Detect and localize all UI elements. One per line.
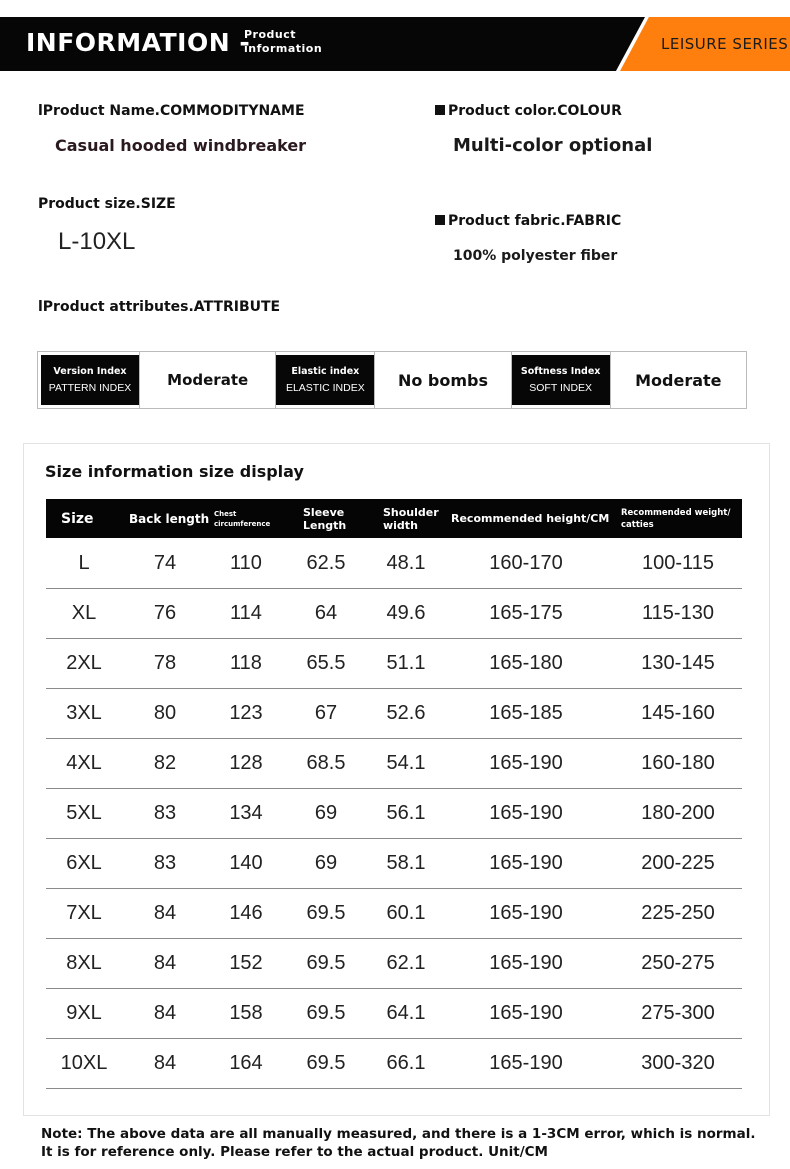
attribute-strip	[37, 351, 747, 409]
cell-size: 5XL	[66, 802, 102, 824]
cell-height: 165-190	[489, 852, 563, 874]
cell-height: 165-185	[489, 702, 563, 724]
cell-chest: 152	[229, 952, 263, 974]
cell-size: 3XL	[66, 702, 102, 724]
cell-sleeve: 64	[314, 602, 338, 624]
header-chest: Chest circumference	[214, 509, 271, 528]
cell-weight: 275-300	[641, 1002, 715, 1024]
product-size-value: L-10XL	[58, 228, 136, 255]
table-row	[46, 989, 742, 1039]
square-bullet-icon	[435, 105, 445, 115]
cell-back-length: 84	[153, 1002, 177, 1024]
header-weight: Recommended weight/ catties	[621, 507, 731, 530]
product-size-label: Product size.SIZE	[38, 196, 176, 212]
header-height: Recommended height/CM	[451, 512, 610, 525]
cell-back-length: 74	[153, 552, 177, 574]
cell-back-length: 82	[153, 752, 177, 774]
attribute-badge-title: Elastic index	[291, 366, 360, 377]
cell-height: 165-175	[489, 602, 563, 624]
cell-chest: 146	[229, 902, 263, 924]
product-fabric-label-text: Product fabric.FABRIC	[448, 213, 622, 229]
cell-height: 165-190	[489, 752, 563, 774]
table-row	[46, 589, 742, 639]
cell-chest: 134	[229, 802, 263, 824]
page-title: INFORMATION -	[26, 28, 251, 57]
cell-size: 9XL	[66, 1002, 102, 1024]
cell-sleeve: 65.5	[306, 652, 346, 674]
cell-height: 165-190	[489, 1052, 563, 1074]
product-attributes-label: lProduct attributes.ATTRIBUTE	[38, 299, 281, 315]
cell-weight: 250-275	[641, 952, 715, 974]
cell-back-length: 83	[153, 802, 177, 824]
header-sleeve: Sleeve Length	[303, 505, 347, 532]
cell-size: 4XL	[66, 752, 102, 774]
product-name-value: Casual hooded windbreaker	[55, 136, 307, 155]
table-row	[46, 889, 742, 939]
table-row	[46, 939, 742, 989]
header-back-length: Back length	[129, 511, 210, 526]
cell-shoulder: 51.1	[386, 652, 426, 674]
cell-height: 165-190	[489, 952, 563, 974]
size-table-title: Size information size display	[45, 462, 304, 481]
attribute-value-pattern: Moderate	[139, 352, 276, 408]
attribute-value-softness: Moderate	[610, 352, 746, 408]
cell-weight: 225-250	[641, 902, 715, 924]
cell-chest: 114	[230, 602, 262, 624]
cell-shoulder: 64.1	[386, 1002, 426, 1024]
attribute-badge-elastic	[276, 355, 374, 405]
cell-sleeve: 69	[314, 802, 338, 824]
cell-back-length: 78	[153, 652, 177, 674]
table-row	[46, 539, 742, 589]
cell-shoulder: 60.1	[386, 902, 426, 924]
cell-back-length: 83	[153, 852, 177, 874]
cell-sleeve: 67	[314, 702, 338, 724]
product-color-label	[435, 103, 622, 119]
cell-size: 8XL	[66, 952, 102, 974]
cell-chest: 118	[230, 652, 262, 674]
cell-shoulder: 48.1	[386, 552, 426, 574]
cell-back-length: 76	[153, 602, 177, 624]
cell-weight: 100-115	[642, 552, 714, 574]
cell-shoulder: 52.6	[386, 702, 426, 724]
measurement-note: Note: The above data are all manually measured, and there is a 1-3CM error, which is normal. It is for reference only. Please refer to the actual product. Unit/CM	[41, 1126, 756, 1160]
cell-sleeve: 69.5	[306, 902, 346, 924]
cell-chest: 158	[229, 1002, 263, 1024]
cell-size: XL	[71, 602, 97, 624]
cell-sleeve: 69.5	[306, 952, 346, 974]
product-fabric-value: 100% polyester fiber	[453, 248, 618, 264]
cell-back-length: 84	[153, 902, 177, 924]
cell-back-length: 84	[153, 1052, 177, 1074]
attribute-badge-pattern	[41, 355, 139, 405]
attribute-badge-subtitle: PATTERN INDEX	[48, 382, 132, 394]
cell-size: L	[78, 552, 90, 574]
cell-weight: 145-160	[641, 702, 715, 724]
series-label: LEISURE SERIES	[661, 35, 789, 53]
cell-weight: 300-320	[641, 1052, 715, 1074]
attribute-value-elastic: No bombs	[374, 352, 511, 408]
cell-shoulder: 49.6	[386, 602, 426, 624]
cell-back-length: 84	[153, 952, 177, 974]
cell-shoulder: 54.1	[386, 752, 426, 774]
cell-size: 2XL	[66, 652, 102, 674]
table-row	[46, 839, 742, 889]
header-shoulder: Shoulder width	[383, 505, 439, 532]
cell-chest: 123	[229, 702, 263, 724]
header-subtitle-line2: information	[244, 42, 323, 55]
header-size: Size	[61, 510, 94, 527]
header-subtitle-line1: Product	[244, 28, 297, 41]
size-table-header	[46, 499, 742, 538]
table-row	[46, 739, 742, 789]
table-row	[46, 789, 742, 839]
header-subtitle	[244, 28, 322, 56]
cell-weight: 180-200	[641, 802, 715, 824]
cell-height: 160-170	[489, 552, 563, 574]
cell-sleeve: 68.5	[306, 752, 346, 774]
product-name-label: lProduct Name.COMMODITYNAME	[38, 103, 305, 119]
cell-height: 165-180	[489, 652, 563, 674]
square-bullet-icon	[435, 215, 445, 225]
cell-sleeve: 69.5	[306, 1002, 346, 1024]
cell-sleeve: 69.5	[306, 1052, 346, 1074]
table-row	[46, 1039, 742, 1089]
cell-sleeve: 69	[314, 852, 338, 874]
cell-shoulder: 62.1	[386, 952, 426, 974]
product-color-value: Multi-color optional	[453, 135, 653, 156]
table-row	[46, 689, 742, 739]
cell-chest: 110	[230, 552, 262, 574]
cell-shoulder: 56.1	[386, 802, 426, 824]
cell-chest: 140	[229, 852, 263, 874]
attribute-badge-subtitle: ELASTIC INDEX	[285, 382, 365, 394]
cell-shoulder: 66.1	[386, 1052, 426, 1074]
cell-size: 6XL	[66, 852, 102, 874]
cell-back-length: 80	[153, 702, 177, 724]
product-fabric-label	[435, 213, 621, 229]
product-color-label-text: Product color.COLOUR	[448, 103, 622, 119]
cell-weight: 115-130	[642, 602, 714, 624]
attribute-badge-subtitle: SOFT INDEX	[529, 382, 593, 394]
attribute-badge-title: Version Index	[53, 366, 127, 377]
cell-weight: 160-180	[641, 752, 715, 774]
cell-chest: 128	[229, 752, 263, 774]
cell-weight: 130-145	[641, 652, 715, 674]
cell-height: 165-190	[489, 902, 563, 924]
table-row	[46, 639, 742, 689]
size-table-body	[46, 539, 742, 1089]
attribute-badge-title: Softness Index	[520, 366, 601, 377]
cell-height: 165-190	[489, 802, 563, 824]
cell-sleeve: 62.5	[306, 552, 346, 574]
attribute-badge-softness	[512, 355, 610, 405]
cell-chest: 164	[229, 1052, 263, 1074]
cell-height: 165-190	[489, 1002, 563, 1024]
cell-size: 7XL	[66, 902, 102, 924]
cell-shoulder: 58.1	[386, 852, 426, 874]
cell-weight: 200-225	[641, 852, 715, 874]
cell-size: 10XL	[60, 1052, 108, 1074]
